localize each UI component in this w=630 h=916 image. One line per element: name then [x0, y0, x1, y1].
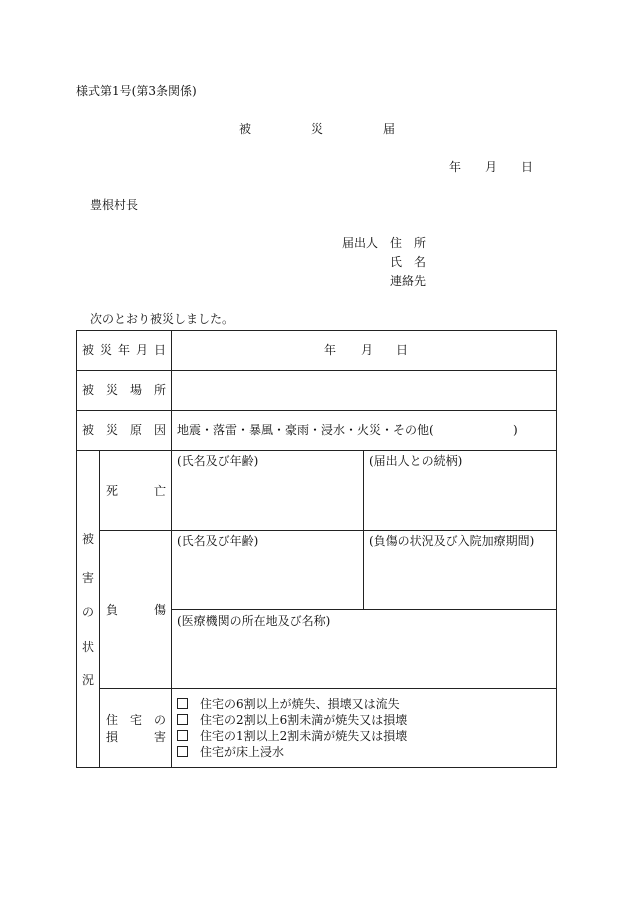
- housing-damage-options: [177, 696, 407, 760]
- row-divider: [171, 609, 557, 610]
- death-relationship-field[interactable]: (届出人との続柄): [369, 454, 463, 468]
- death-label-char: 亡: [154, 484, 167, 498]
- disaster-cause-options[interactable]: 地震・落雷・暴風・豪雨・浸水・火災・その他(: [177, 423, 434, 437]
- injury-status-period-field[interactable]: (負傷の状況及び入院加療期間): [369, 534, 535, 548]
- injury-name-age-field[interactable]: (氏名及び年齢): [177, 534, 259, 548]
- option-label: 住宅が床上浸水: [200, 745, 285, 759]
- death-label-char: 死: [106, 484, 119, 498]
- housing-label-char: 害: [154, 730, 167, 744]
- table-border-right: [556, 330, 557, 768]
- checkbox[interactable]: [177, 698, 188, 709]
- damage-group-char: 害: [82, 571, 95, 585]
- housing-option[interactable]: [177, 712, 407, 728]
- label-char: 因: [154, 423, 167, 437]
- label-char: 年: [118, 343, 131, 357]
- damage-group-char: の: [82, 605, 95, 619]
- housing-option[interactable]: [177, 728, 407, 744]
- title-char: 被: [239, 122, 252, 136]
- intro-text: 次のとおり被災しました。: [90, 312, 235, 326]
- housing-label-char: 損: [106, 730, 119, 744]
- other-cause-close-paren: ): [513, 423, 518, 437]
- row-divider: [76, 410, 557, 411]
- value-column-divider: [363, 450, 364, 610]
- label-char: 災: [100, 343, 113, 357]
- addressee: 豊根村長: [90, 198, 139, 212]
- disaster-place-field[interactable]: [172, 371, 556, 410]
- label-char: 氏: [390, 255, 403, 269]
- form-number: 様式第1号(第3条関係): [76, 84, 197, 98]
- housing-option[interactable]: [177, 696, 407, 712]
- title-char: 届: [383, 122, 396, 136]
- date-year-label: 年: [324, 343, 337, 357]
- title-char: 災: [311, 122, 324, 136]
- checkbox[interactable]: [177, 746, 188, 757]
- housing-label-char: 住: [106, 713, 119, 727]
- notifier-address-label: [390, 236, 426, 250]
- row-divider: [76, 450, 557, 451]
- date-month-label: 月: [361, 343, 374, 357]
- date-day-label: 日: [396, 343, 409, 357]
- label-char: 被: [82, 343, 95, 357]
- injury-label-char: 負: [106, 603, 119, 617]
- disaster-report-table: [76, 330, 557, 768]
- medical-institution-field[interactable]: (医療機関の所在地及び名称): [177, 614, 331, 628]
- table-border-left: [76, 330, 77, 768]
- table-border-top: [76, 330, 557, 331]
- date-month-label: 月: [485, 160, 498, 174]
- label-char: 所: [414, 236, 427, 250]
- label-char: 災: [106, 423, 119, 437]
- label-char: 被: [82, 383, 95, 397]
- label-char: 被: [82, 423, 95, 437]
- damage-group-char: 状: [82, 640, 95, 654]
- option-label: 住宅の6割以上が焼失、損壊又は流失: [200, 697, 400, 711]
- option-label: 住宅の1割以上2割未満が焼失又は損壊: [200, 729, 408, 743]
- cause-row-label: [82, 423, 166, 437]
- damage-group-char: 被: [82, 532, 95, 546]
- group-column-divider: [99, 450, 100, 768]
- date-day-label: 日: [521, 160, 534, 174]
- option-label: 住宅の2割以上6割未満が焼失又は損壊: [200, 713, 408, 727]
- date-year-label: 年: [449, 160, 462, 174]
- death-name-age-field[interactable]: (氏名及び年齢): [177, 454, 259, 468]
- row-divider: [99, 688, 557, 689]
- notifier-name-label: [390, 255, 426, 269]
- notifier-contact-label: 連絡先: [390, 274, 427, 288]
- label-char: 災: [106, 383, 119, 397]
- checkbox[interactable]: [177, 714, 188, 725]
- housing-label-char: 宅: [130, 713, 143, 727]
- label-char: 月: [136, 343, 149, 357]
- row-divider: [99, 530, 557, 531]
- housing-label-char: の: [154, 713, 167, 727]
- table-border-bottom: [76, 767, 557, 768]
- damage-group-char: 況: [82, 673, 95, 687]
- label-char: 場: [130, 383, 143, 397]
- label-char: 名: [414, 255, 427, 269]
- injury-label-char: 傷: [154, 603, 167, 617]
- place-row-label: [82, 383, 166, 397]
- housing-option[interactable]: [177, 744, 407, 760]
- date-row-label: [82, 343, 166, 357]
- disaster-date-field[interactable]: [324, 343, 414, 357]
- label-char: 原: [130, 423, 143, 437]
- notifier-label: 届出人: [342, 236, 379, 250]
- label-char: 日: [154, 343, 167, 357]
- label-char: 住: [390, 236, 403, 250]
- label-char: 所: [154, 383, 167, 397]
- checkbox[interactable]: [177, 730, 188, 741]
